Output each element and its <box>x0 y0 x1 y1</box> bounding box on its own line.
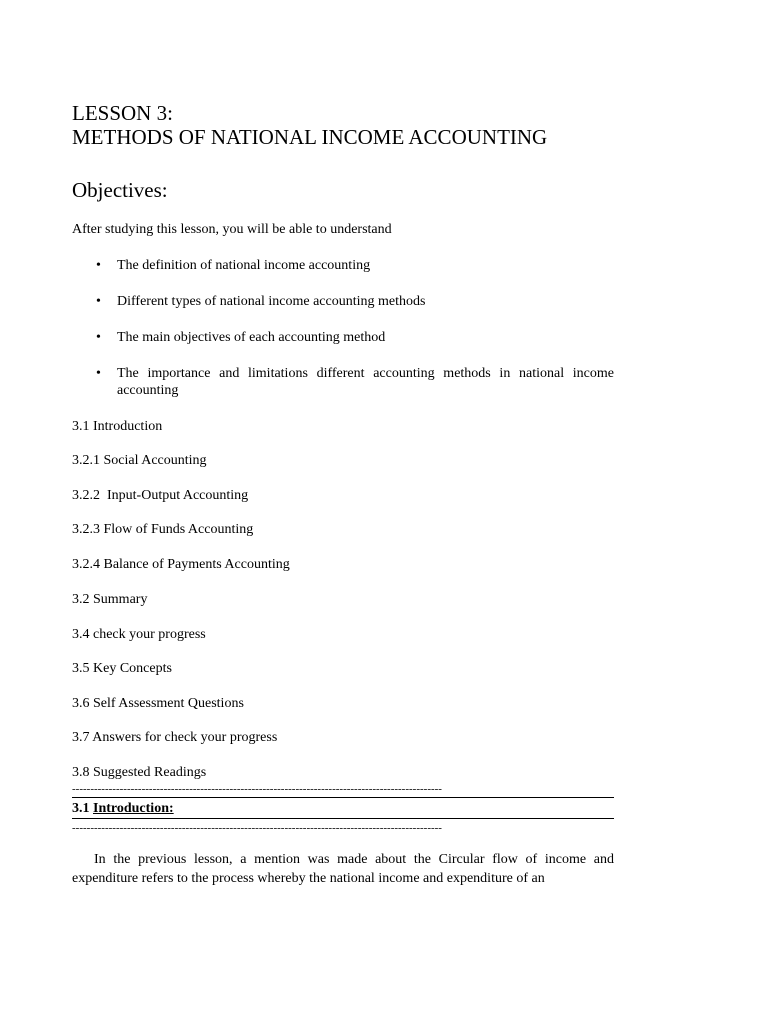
bullet-icon: • <box>96 366 101 381</box>
objective-text: Different types of national income accounting methods <box>117 294 426 309</box>
toc-item: 3.6 Self Assessment Questions <box>72 696 244 711</box>
section-body-paragraph: In the previous lesson, a mention was made about the Circular flow of income and expenditure refers to the process whereby the national income and expenditure of an <box>72 852 614 886</box>
objective-bullet <box>96 365 614 399</box>
objective-bullet <box>96 329 614 346</box>
toc-item: 3.2.4 Balance of Payments Accounting <box>72 557 290 572</box>
toc-item: 3.8 Suggested Readings <box>72 765 207 780</box>
objectives-intro: After studying this lesson, you will be able to understand <box>72 222 392 237</box>
lesson-name: METHODS OF NATIONAL INCOME ACCOUNTING <box>72 125 548 149</box>
toc-item: 3.7 Answers for check your progress <box>72 730 278 745</box>
toc-item: 3.2.1 Social Accounting <box>72 453 207 468</box>
toc-item: 3.4 check your progress <box>72 627 206 642</box>
objective-bullet <box>96 293 614 310</box>
toc-item: 3.2.3 Flow of Funds Accounting <box>72 522 254 537</box>
dashed-separator: ----------------------------------------------------------------------------------------------------- <box>72 784 442 795</box>
bullet-icon: • <box>96 330 101 345</box>
section-heading <box>72 800 174 817</box>
lesson-number: LESSON 3: <box>72 101 173 125</box>
section-number: 3.1 <box>72 801 90 816</box>
toc-item: 3.2 Summary <box>72 592 148 607</box>
toc-item: 3.1 Introduction <box>72 419 163 434</box>
horizontal-rule <box>72 818 614 819</box>
lesson-title <box>72 101 547 149</box>
objectives-heading: Objectives: <box>72 178 168 202</box>
objective-text: The main objectives of each accounting method <box>117 330 386 345</box>
objective-text: The importance and limitations different accounting methods in national income accounting <box>117 366 614 398</box>
toc-item: 3.2.2 Input-Output Accounting <box>72 488 249 503</box>
horizontal-rule <box>72 797 614 798</box>
objective-bullet <box>96 257 614 274</box>
section-title: Introduction: <box>93 801 174 816</box>
bullet-icon: • <box>96 258 101 273</box>
dashed-separator: ----------------------------------------------------------------------------------------------------- <box>72 823 442 834</box>
bullet-icon: • <box>96 294 101 309</box>
objective-text: The definition of national income accounting <box>117 258 371 273</box>
toc-item: 3.5 Key Concepts <box>72 661 172 676</box>
